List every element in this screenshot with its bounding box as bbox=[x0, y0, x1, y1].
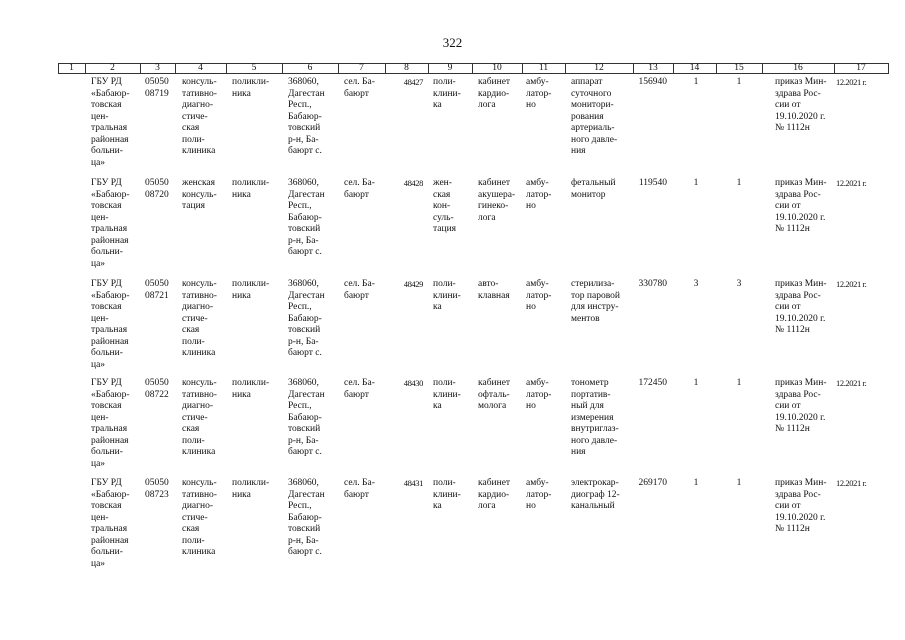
page-number: 322 bbox=[442, 35, 463, 50]
quantity-cell: 1 bbox=[693, 478, 699, 488]
date-cell: 12.2021 г. bbox=[836, 279, 867, 289]
column-header: 14 bbox=[689, 63, 700, 73]
subdivision-cell: консуль- тативно- диагно- стиче- ская поли- клиника bbox=[182, 279, 217, 358]
id-cell: 48428 bbox=[403, 178, 423, 188]
column-header: 5 bbox=[251, 63, 257, 73]
order-cell: приказ Мин- здрава Рос- сии от 19.10.2020 г. № 1112н bbox=[775, 279, 827, 335]
organization-cell: ГБУ РД «Бабаюр- товская цен- тральная районная больни- ца» bbox=[91, 279, 130, 370]
care-mode-cell: амбу- латор- но bbox=[526, 478, 552, 511]
code-cell: 05050 08720 bbox=[145, 178, 169, 200]
organization-cell: ГБУ РД «Бабаюр- товская цен- тральная районная больни- ца» bbox=[91, 378, 130, 469]
address-cell: 368060, Дагестан Респ., Бабаюр- товский р-н, Ба- баюрт с. bbox=[288, 77, 325, 156]
equipment-cell: фетальный монитор bbox=[571, 178, 616, 200]
room-cell: авто- клавная bbox=[478, 279, 510, 301]
column-header: 3 bbox=[155, 63, 160, 73]
code-cell: 05050 08722 bbox=[145, 378, 169, 400]
order-cell: приказ Мин- здрава Рос- сии от 19.10.2020 г. № 1112н bbox=[775, 77, 827, 133]
code-cell: 05050 08723 bbox=[145, 478, 169, 500]
care-mode-cell: амбу- латор- но bbox=[526, 279, 552, 312]
equipment-cell: электрокар- диограф 12- канальный bbox=[571, 478, 620, 511]
column-header: 9 bbox=[447, 63, 453, 73]
unit-cell: поли- клини- ка bbox=[433, 378, 461, 411]
subdivision-cell: женская консуль- тация bbox=[182, 178, 217, 211]
unit-cell: поли- клини- ка bbox=[433, 77, 461, 110]
column-header: 7 bbox=[359, 63, 364, 73]
address-cell: 368060, Дагестан Респ., Бабаюр- товский р-н, Ба- баюрт с. bbox=[288, 178, 325, 257]
subdivision-cell: консуль- тативно- диагно- стиче- ская поли- клиника bbox=[182, 478, 217, 557]
organization-cell: ГБУ РД «Бабаюр- товская цен- тральная районная больни- ца» bbox=[91, 77, 130, 168]
date-cell: 12.2021 г. bbox=[836, 178, 867, 188]
order-cell: приказ Мин- здрава Рос- сии от 19.10.2020 г. № 1112н bbox=[775, 478, 827, 534]
equipment-cell: стерилиза- тор паровой для инстру- ментов bbox=[571, 279, 620, 324]
address-cell: 368060, Дагестан Респ., Бабаюр- товский р-н, Ба- баюрт с. bbox=[288, 478, 325, 557]
id-cell: 48431 bbox=[403, 478, 423, 488]
care-mode-cell: амбу- латор- но bbox=[526, 178, 552, 211]
code-cell: 05050 08719 bbox=[145, 77, 169, 99]
id-cell: 48429 bbox=[403, 279, 423, 289]
subdivision-cell: консуль- тативно- диагно- стиче- ская поли- клиника bbox=[182, 77, 217, 156]
date-cell: 12.2021 г. bbox=[836, 478, 867, 488]
department-type-cell: поликли- ника bbox=[232, 178, 270, 200]
quantity-cell: 1 bbox=[693, 178, 699, 188]
column-header: 4 bbox=[198, 63, 203, 73]
quantity-cell: 1 bbox=[693, 378, 699, 388]
unit-cell: поли- клини- ка bbox=[433, 279, 461, 312]
price-cell: 172450 bbox=[638, 378, 667, 388]
quantity-total-cell: 1 bbox=[736, 178, 742, 188]
column-header: 10 bbox=[492, 63, 502, 73]
care-mode-cell: амбу- латор- но bbox=[526, 378, 552, 411]
locality-cell: сел. Ба- баюрт bbox=[344, 478, 375, 500]
quantity-cell: 3 bbox=[693, 279, 699, 289]
column-header: 8 bbox=[404, 63, 409, 73]
quantity-total-cell: 1 bbox=[736, 378, 742, 388]
locality-cell: сел. Ба- баюрт bbox=[344, 178, 375, 200]
price-cell: 156940 bbox=[638, 77, 667, 87]
room-cell: кабинет акушера- гинеко- лога bbox=[478, 178, 516, 223]
order-cell: приказ Мин- здрава Рос- сии от 19.10.2020 г. № 1112н bbox=[775, 378, 827, 434]
department-type-cell: поликли- ника bbox=[232, 478, 270, 500]
column-header: 2 bbox=[110, 63, 115, 73]
id-cell: 48430 bbox=[403, 378, 423, 388]
department-type-cell: поликли- ника bbox=[232, 378, 270, 400]
organization-cell: ГБУ РД «Бабаюр- товская цен- тральная районная больни- ца» bbox=[91, 178, 130, 269]
locality-cell: сел. Ба- баюрт bbox=[344, 378, 375, 400]
column-header: 13 bbox=[648, 63, 658, 73]
locality-cell: сел. Ба- баюрт bbox=[344, 77, 375, 99]
column-header: 17 bbox=[856, 63, 866, 73]
column-header: 1 bbox=[69, 63, 74, 73]
department-type-cell: поликли- ника bbox=[232, 279, 270, 301]
care-mode-cell: амбу- латор- но bbox=[526, 77, 552, 110]
quantity-cell: 1 bbox=[693, 77, 699, 87]
date-cell: 12.2021 г. bbox=[836, 77, 867, 87]
column-header: 16 bbox=[793, 63, 803, 73]
header-divider bbox=[888, 63, 889, 74]
room-cell: кабинет кардио- лога bbox=[478, 77, 511, 110]
quantity-total-cell: 1 bbox=[736, 77, 742, 87]
address-cell: 368060, Дагестан Респ., Бабаюр- товский р-н, Ба- баюрт с. bbox=[288, 279, 325, 358]
unit-cell: поли- клини- ка bbox=[433, 478, 461, 511]
address-cell: 368060, Дагестан Респ., Бабаюр- товский р-н, Ба- баюрт с. bbox=[288, 378, 325, 457]
column-header: 6 bbox=[307, 63, 313, 73]
column-header: 11 bbox=[538, 63, 549, 73]
code-cell: 05050 08721 bbox=[145, 279, 169, 301]
subdivision-cell: консуль- тативно- диагно- стиче- ская поли- клиника bbox=[182, 378, 217, 457]
column-header: 15 bbox=[734, 63, 744, 73]
equipment-cell: тонометр портатив- ный для измерения внутриглаз- ного давле- ния bbox=[571, 378, 619, 457]
price-cell: 119540 bbox=[638, 178, 667, 188]
date-cell: 12.2021 г. bbox=[836, 378, 867, 388]
id-cell: 48427 bbox=[403, 77, 423, 87]
locality-cell: сел. Ба- баюрт bbox=[344, 279, 375, 301]
organization-cell: ГБУ РД «Бабаюр- товская цен- тральная районная больни- ца» bbox=[91, 478, 130, 569]
room-cell: кабинет офталь- молога bbox=[478, 378, 511, 411]
room-cell: кабинет кардио- лога bbox=[478, 478, 511, 511]
quantity-total-cell: 3 bbox=[736, 279, 742, 289]
price-cell: 269170 bbox=[638, 478, 667, 488]
equipment-cell: аппарат суточного монитори- рования артериаль- ного давле- ния bbox=[571, 77, 618, 156]
unit-cell: жен- ская кон- суль- тация bbox=[433, 178, 457, 234]
quantity-total-cell: 1 bbox=[736, 478, 742, 488]
column-header: 12 bbox=[594, 63, 604, 73]
price-cell: 330780 bbox=[638, 279, 667, 289]
department-type-cell: поликли- ника bbox=[232, 77, 270, 99]
order-cell: приказ Мин- здрава Рос- сии от 19.10.2020 г. № 1112н bbox=[775, 178, 827, 234]
